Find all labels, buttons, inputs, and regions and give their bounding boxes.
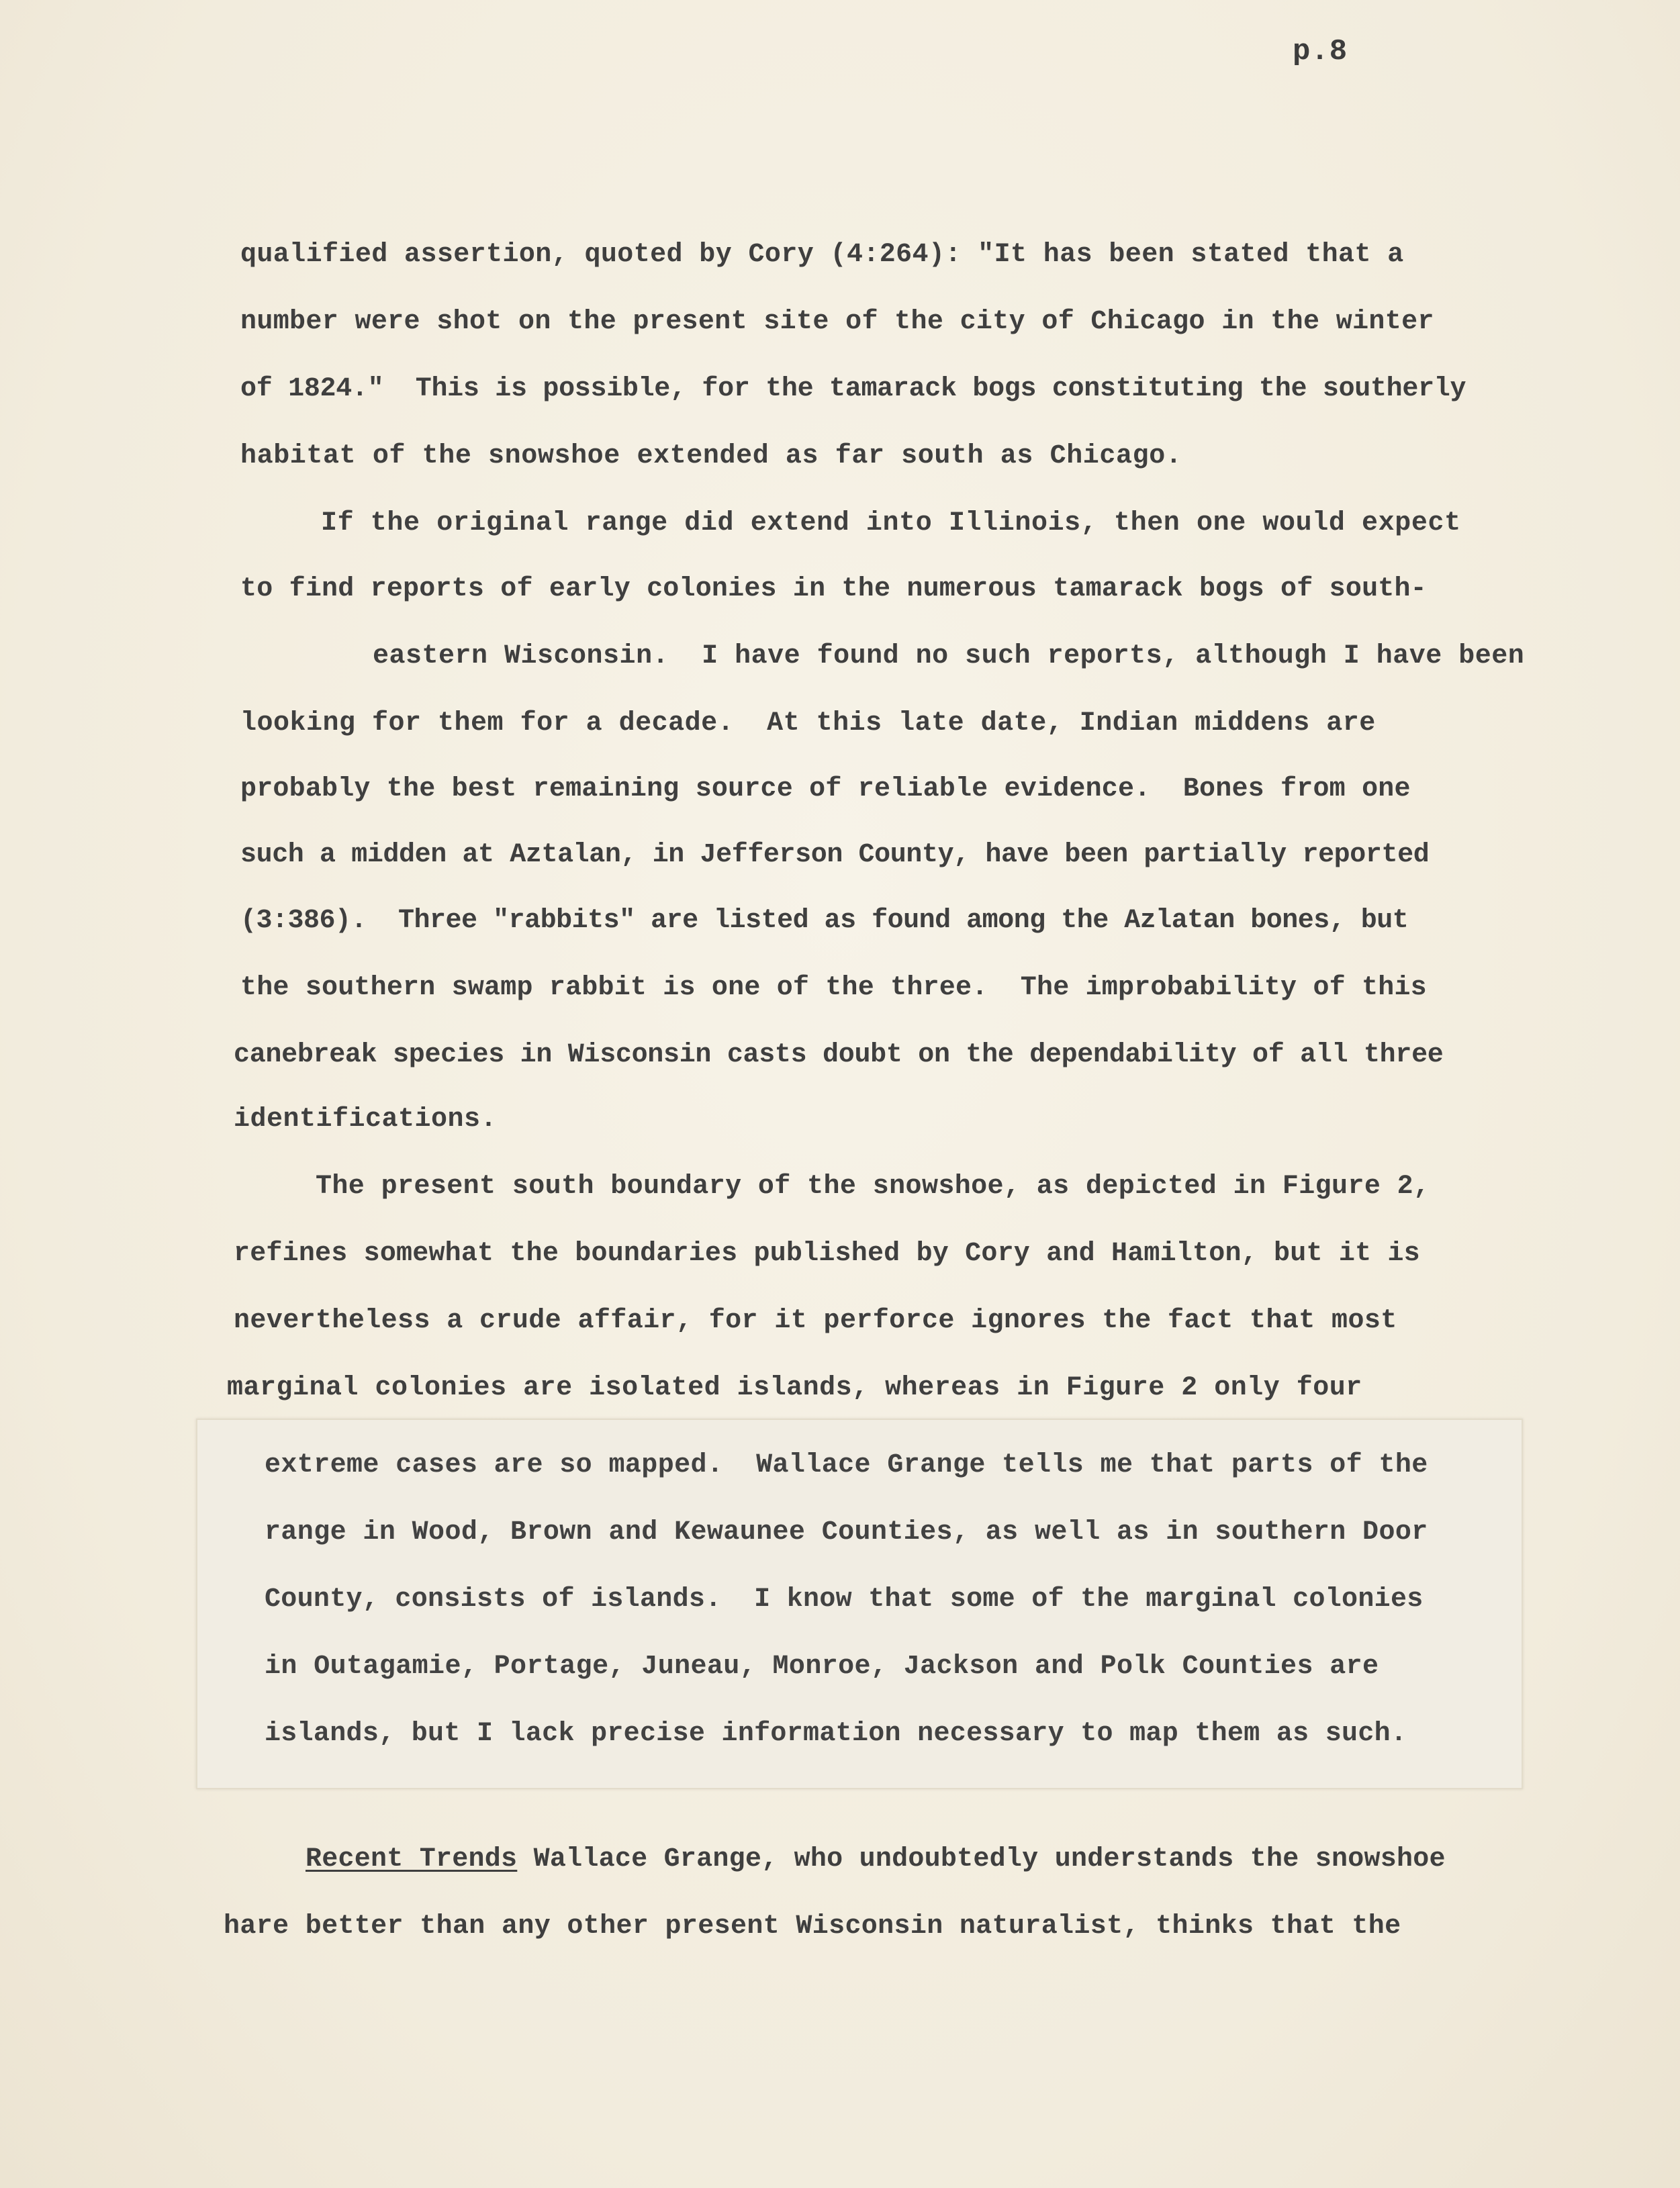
text-line: (3:386). Three "rabbits" are listed as found among the Azlatan bones, but xyxy=(240,906,1409,936)
text-line: the southern swamp rabbit is one of the three. The improbability of this xyxy=(240,973,1427,1003)
heading-line-rest: Wallace Grange, who undoubtedly understands the snowshoe xyxy=(517,1844,1446,1874)
slip-text-line: in Outagamie, Portage, Juneau, Monroe, Jackson and Polk Counties are xyxy=(265,1652,1379,1682)
text-line: identifications. xyxy=(234,1104,498,1135)
pasted-insert-slip xyxy=(196,1419,1523,1789)
text-line: of 1824." This is possible, for the tamarack bogs constituting the southerly xyxy=(240,374,1466,404)
text-line: If the original range did extend into Illinois, then one would expect xyxy=(321,508,1461,538)
section-heading: Recent Trends xyxy=(306,1844,518,1874)
text-line: The present south boundary of the snowshoe, as depicted in Figure 2, xyxy=(316,1172,1430,1202)
slip-text-line: islands, but I lack precise information necessary to map them as such. xyxy=(265,1719,1407,1749)
text-line: qualified assertion, quoted by Cory (4:264): "It has been stated that a xyxy=(240,240,1404,270)
text-line: eastern Wisconsin. I have found no such reports, although I have been xyxy=(373,641,1525,671)
slip-text-line: County, consists of islands. I know that some of the marginal colonies xyxy=(265,1584,1424,1615)
text-line: looking for them for a decade. At this late date, Indian middens are xyxy=(240,708,1376,739)
text-line: number were shot on the present site of the city of Chicago in the winter xyxy=(240,307,1434,337)
text-line: to find reports of early colonies in the numerous tamarack bogs of south- xyxy=(240,574,1427,604)
page-number: p.8 xyxy=(1293,35,1348,68)
text-line xyxy=(306,1846,1446,1873)
slip-text-line: range in Wood, Brown and Kewaunee Counties, as well as in southern Door xyxy=(265,1517,1428,1548)
text-line: marginal colonies are isolated islands, whereas in Figure 2 only four xyxy=(227,1373,1362,1403)
text-line: probably the best remaining source of reliable evidence. Bones from one xyxy=(240,774,1411,804)
text-line: such a midden at Aztalan, in Jefferson County, have been partially reported xyxy=(240,840,1430,870)
slip-text-line: extreme cases are so mapped. Wallace Grange tells me that parts of the xyxy=(265,1450,1428,1480)
text-line: habitat of the snowshoe extended as far south as Chicago. xyxy=(240,441,1182,471)
text-line: nevertheless a crude affair, for it perforce ignores the fact that most xyxy=(234,1306,1397,1336)
text-line: hare better than any other present Wisconsin naturalist, thinks that the xyxy=(224,1911,1401,1942)
text-line: refines somewhat the boundaries published by Cory and Hamilton, but it is xyxy=(234,1239,1420,1269)
text-line: canebreak species in Wisconsin casts doubt on the dependability of all three xyxy=(234,1040,1444,1070)
